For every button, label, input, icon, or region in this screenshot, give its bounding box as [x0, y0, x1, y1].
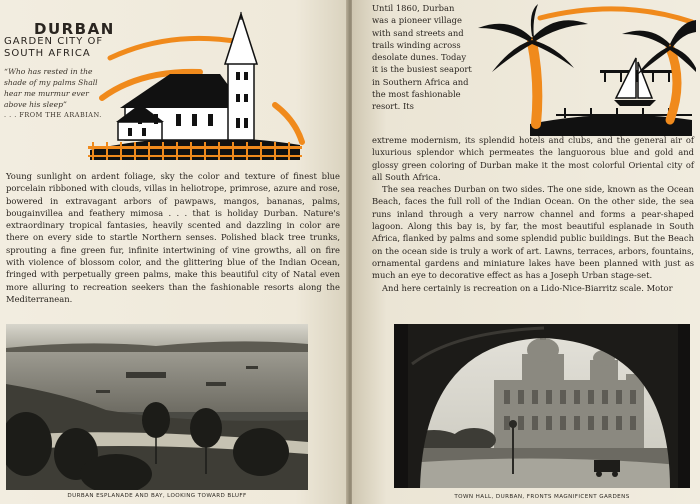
paragraph-recreation: And here certainly is recreation on a Lido-Nice-Biarritz scale. Motor	[382, 282, 673, 293]
right-page	[352, 0, 700, 504]
left-page	[0, 0, 348, 504]
page-subtitle: GARDEN CITY OF SOUTH AFRICA	[4, 36, 104, 59]
church-illustration	[80, 10, 310, 170]
paragraph-modernism: extreme modernism, its splendid hotels and clubs, and the general air of luxurious splendor which permeates the languorous blue and gold and glossy green coloring of Durban make it the most colorful Oriental city of all South Africa.	[372, 135, 694, 182]
quote-source: . . . FROM THE ARABIAN.	[4, 111, 102, 119]
esplanade-photo	[6, 324, 308, 490]
paragraph-sea: The sea reaches Durban on two sides. The one side, known as the Ocean Beach, faces the full roll of the Indian Ocean. On the other side, the sea runs inland through a very narrow channel and forms a pear-shaped lagoon. Along this bay is, by far, the most beautiful esplanade in South Africa, flanked by palms and some splendid public buildings. But the Beach on the ocean side is truly a work of art. Lawns, terraces, arbors, fountains, ornamental gardens and miniature lakes have been planned with just as much an eye to decorative effect as has a Joseph Urban stage-set.	[372, 184, 694, 281]
esplanade-caption: DURBAN ESPLANADE AND BAY, LOOKING TOWARD BLUFF	[67, 493, 247, 499]
town-hall-photo	[394, 324, 690, 488]
right-intro-text: Until 1860, Durban was a pioneer village with sand streets and trails winding across desolate dunes. Today it is the busiest seaport in Southern Africa and the most fashionable resort. Its	[372, 3, 472, 112]
page-title: DURBAN	[34, 20, 115, 38]
town-hall-caption: TOWN HALL, DURBAN, FRONTS MAGNIFICENT GARDENS	[454, 494, 630, 500]
palm-sailboat-illustration	[470, 2, 696, 136]
left-body-text: Young sunlight on ardent foliage, sky the color and texture of finest blue porcelain ribboned with clouds, villas in heliotrope, primrose, azure and rose, bowered in extravagant arbors of pawpaws, mangos, bananas, palms, bougainvillea and feathery mimosa . . . that is holiday Durban. Nature's extraordinary tropical fantasies, heavily scented and dazzling in color are there on every side to startle Northern senses. Polished black tree trunks, sprouting a fine green fur, infinite intertwining of vine growths, all on fire with violence of blossom color, and the glittering blue of the Indian Ocean, fringed with perpetually green palms, make this beautiful city of Natal even more alluring to recreation seekers than the fashionable resorts along the Mediterranean.	[6, 171, 340, 304]
quote-text: “Who has rested in the shade of my palms Shall hear me murmur ever above his sleep”	[4, 67, 98, 109]
right-body-text	[372, 134, 694, 294]
